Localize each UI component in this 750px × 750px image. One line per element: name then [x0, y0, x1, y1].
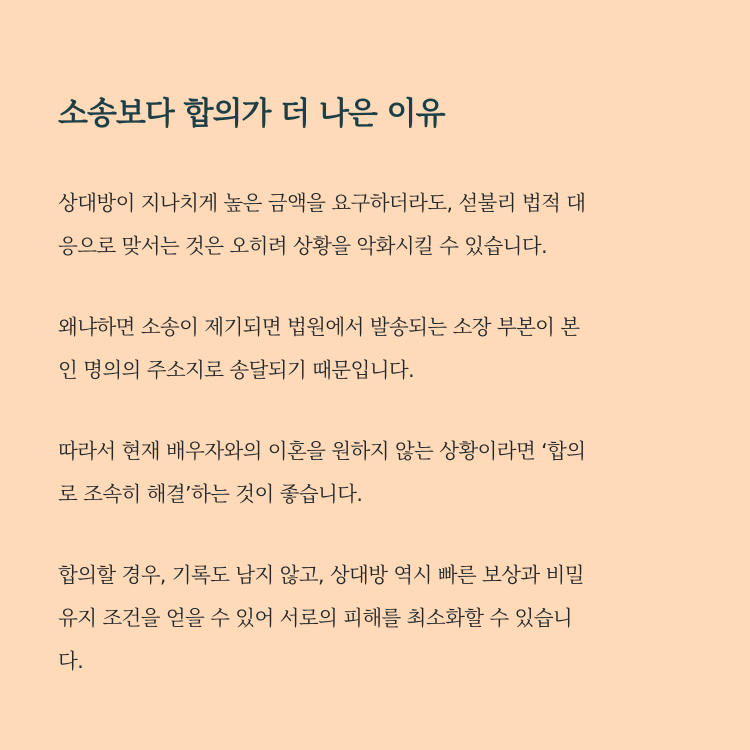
body-text — [58, 182, 698, 721]
paragraph-line: 유지 조건을 얻을 수 있어 서로의 피해를 최소화할 수 있습니 — [58, 606, 573, 630]
paragraph-2 — [58, 306, 698, 392]
paragraph-line: 인 명의의 주소지로 송달되기 때문입니다. — [58, 358, 415, 382]
paragraph-3 — [58, 430, 698, 516]
paragraph-line: 왜냐하면 소송이 제기되면 법원에서 발송되는 소장 부본이 본 — [58, 315, 580, 339]
paragraph-line: 로 조속히 해결’하는 것이 좋습니다. — [58, 482, 363, 506]
paragraph-1 — [58, 182, 698, 268]
paragraph-line: 다. — [58, 649, 84, 673]
paragraph-line: 따라서 현재 배우자와의 이혼을 원하지 않는 상황이라면 ‘합의 — [58, 439, 586, 463]
page-title: 소송보다 합의가 더 나은 이유 — [58, 96, 445, 132]
paragraph-line: 합의할 경우, 기록도 남지 않고, 상대방 역시 빠른 보상과 비밀 — [58, 563, 584, 587]
paragraph-4 — [58, 554, 698, 683]
paragraph-line: 상대방이 지나치게 높은 금액을 요구하더라도, 섣불리 법적 대 — [58, 191, 586, 215]
paragraph-line: 응으로 맞서는 것은 오히려 상황을 악화시킬 수 있습니다. — [58, 234, 547, 258]
